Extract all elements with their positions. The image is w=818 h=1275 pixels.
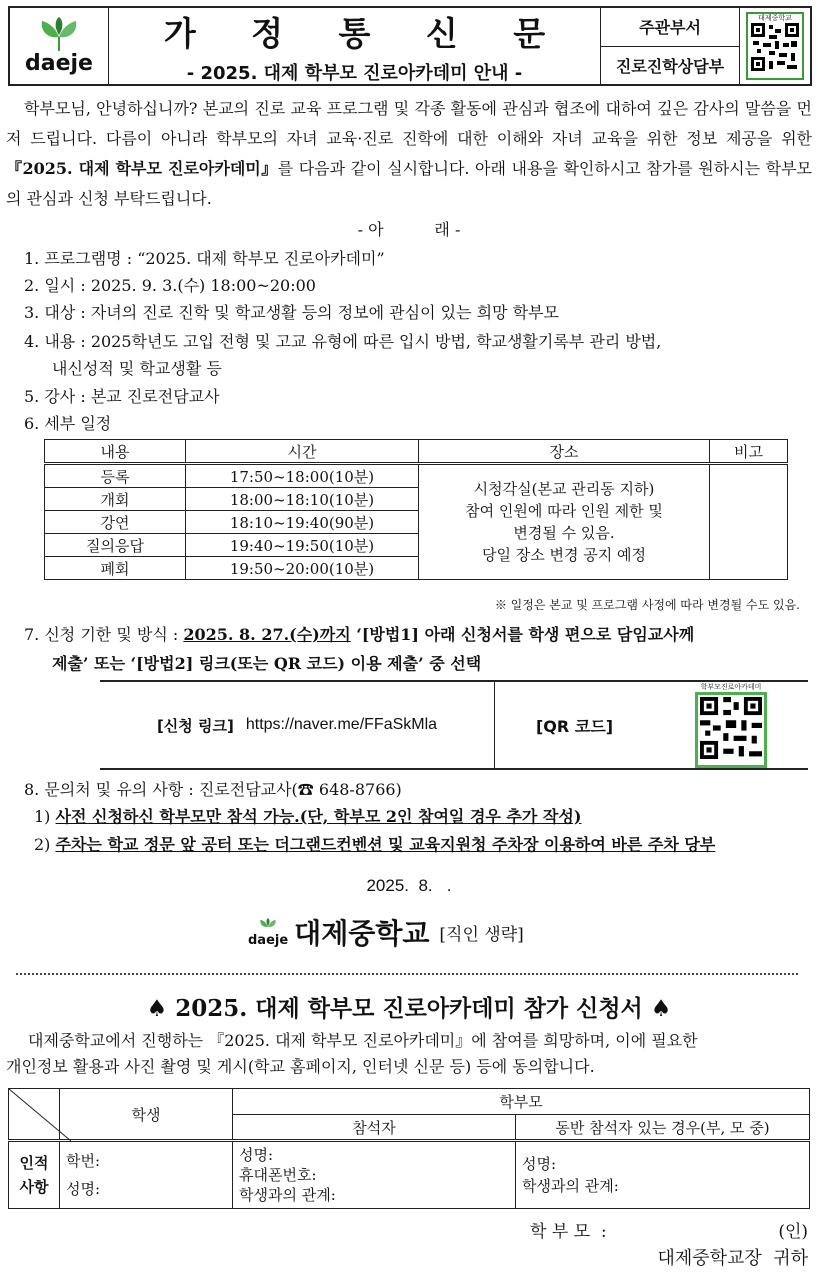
cell-time: 18:00~18:10(10분): [186, 488, 419, 511]
header-qr: [740, 8, 810, 84]
apply-line-2: 제출’ 또는 ‘[방법2] 링크(또는 QR 코드) 이용 제출’ 중 선택: [52, 654, 482, 673]
consent-line-1: 대제중학교에서 진행하는 『2025. 대제 학부모 진로아카데미』에 참여를 희망하며, 이에 필요한: [28, 1031, 698, 1050]
logo-text: daeje: [25, 50, 93, 76]
place-line-1: 시청각실(본교 관리동 지하): [473, 480, 655, 498]
notice-1-text: 사전 신청하신 학부모만 참석 가능.(단, 학부모 2인 참여일 경우 추가 작성): [55, 807, 582, 826]
seal-omitted: [직인 생략]: [439, 924, 524, 945]
form-title: ♠ 2025. 대제 학부모 진로아카데미 참가 신청서 ♠: [146, 995, 672, 1022]
apply-deadline: 2025. 8. 27.(수)까지: [183, 625, 351, 644]
place-line-3: 변경될 수 있음.: [513, 524, 615, 542]
cell-content: 폐회: [45, 557, 186, 580]
table-row: [45, 464, 788, 488]
intro-paragraph: [6, 94, 812, 214]
department-label: 주관부서: [601, 8, 739, 47]
item-content-cont: 내신성적 및 학교생활 등: [52, 359, 222, 378]
attendee-phone-field[interactable]: 휴대폰번호:: [239, 1166, 317, 1184]
department-name: 진로진학상담부: [615, 56, 725, 76]
cut-line: [16, 973, 798, 975]
leaf-logo-icon: [253, 918, 283, 934]
school-signature: [248, 912, 524, 952]
attendee-header: 참석자: [233, 1115, 516, 1141]
attendee-name-field[interactable]: 성명:: [239, 1146, 274, 1164]
qr-code-icon: [700, 697, 762, 759]
application-link[interactable]: https://naver.me/FFaSkMla: [245, 716, 438, 733]
student-info-cell: [60, 1141, 233, 1209]
col-content: 내용: [45, 440, 186, 464]
notice-2: [34, 831, 715, 858]
personal-info-label-1: 인적: [19, 1154, 49, 1172]
apply-prefix: 7. 신청 기한 및 방식 :: [24, 625, 184, 644]
diagonal-cell: [9, 1089, 60, 1141]
companion-header: 동반 참석자 있는 경우(부, 모 중): [516, 1115, 810, 1141]
intro-text-tail: 를 다음과 같이 실시합니다. 아래 내용을 확인하시고 참가를 원하시는 학부모의 관심과 신청 부탁드립니다.: [6, 159, 812, 208]
parent-header: 학부모: [233, 1089, 810, 1115]
personal-info-label-2: 사항: [19, 1178, 49, 1196]
header: [8, 6, 812, 86]
col-remark: 비고: [710, 440, 788, 464]
school-name: 대제중학교: [294, 917, 430, 950]
diagonal-line: [9, 1089, 71, 1141]
item-lecturer: 5. 강사 : 본교 진로전담교사: [24, 387, 220, 406]
cell-place: [419, 464, 710, 580]
companion-relation-field[interactable]: 학생과의 관계:: [522, 1177, 619, 1195]
consent-line-2: 개인정보 활용과 사진 촬영 및 게시(학교 홈페이지, 인터넷 신문 등) 등에 동의합니다.: [6, 1057, 595, 1076]
item-schedule: 6. 세부 일정: [24, 414, 112, 433]
cell-content: 등록: [45, 464, 186, 488]
cell-time: 19:50~20:00(10분): [186, 557, 419, 580]
attendee-relation-field[interactable]: 학생과의 관계:: [239, 1186, 336, 1204]
personal-info-label: [9, 1141, 60, 1209]
col-place: 장소: [419, 440, 710, 464]
apply-box: [100, 680, 808, 770]
item-program-name: 1. 프로그램명 : “2025. 대제 학부모 진로아카데미”: [24, 249, 385, 268]
item-datetime: 2. 일시 : 2025. 9. 3.(수) 18:00~20:00: [24, 276, 316, 295]
parent-signature-label: 학 부 모 :: [530, 1222, 607, 1242]
col-time: 시간: [186, 440, 419, 464]
page-title: 가 정 통 신 문: [163, 13, 568, 53]
notice-1-num: 1): [34, 807, 56, 826]
schedule-table: [44, 439, 788, 580]
notice-2-text: 주차는 학교 정문 앞 공터 또는 더그랜드컨벤션 및 교육지원청 주차장 이용하여 바른 주차 당부: [55, 835, 716, 854]
cell-time: 17:50~18:00(10분): [186, 464, 419, 488]
consent-text: [6, 1028, 812, 1080]
link-label: [신청 링크]: [156, 716, 234, 735]
leaf-logo-icon: [28, 17, 90, 53]
companion-name-field[interactable]: 성명:: [522, 1155, 557, 1173]
application-qr[interactable]: [695, 682, 767, 768]
item-content: 4. 내용 : 2025학년도 고입 전형 및 고교 유형에 따른 입시 방법, 학교생활기록부 관리 방법,: [24, 332, 662, 351]
student-number-field[interactable]: 학번:: [66, 1152, 101, 1170]
cell-remark: [710, 464, 788, 580]
qr-label: [QR 코드]: [535, 716, 614, 736]
school-logo-small: [248, 918, 288, 947]
school-logo: [10, 8, 109, 84]
below-heading: - 아 래 -: [357, 220, 461, 239]
contact-line: 8. 문의처 및 유의 사항 : 진로전담교사(☎ 648-8766): [24, 780, 402, 799]
header-qr-caption: 대제중학교: [758, 14, 792, 22]
notice-2-num: 2): [34, 835, 56, 854]
student-name-field[interactable]: 성명:: [66, 1180, 101, 1198]
addressee: 대제중학교장 귀하: [657, 1248, 808, 1269]
qr-caption: 학부모진로아카데미: [700, 683, 762, 691]
schedule-note: ※ 일정은 본교 및 프로그램 사정에 따라 변경될 수도 있음.: [494, 598, 800, 612]
parent-seal: (인): [778, 1222, 808, 1242]
issue-date: 2025. 8. .: [366, 876, 452, 895]
cell-time: 19:40~19:50(10분): [186, 534, 419, 557]
qr-code-icon: [751, 23, 799, 71]
school-logo-text: daeje: [248, 932, 289, 948]
intro-text: 학부모님, 안녕하십니까? 본교의 진로 교육 프로그램 및 각종 활동에 관심과 협조에 대하여 깊은 감사의 말씀을 먼저 드립니다. 다름이 아니라 학부모의 자녀 교육·진로 진학에 대한 이해와 자녀 교육을 위한 정보 제공을 위한: [6, 99, 812, 148]
cell-time: 18:10~19:40(90분): [186, 511, 419, 534]
place-line-2: 참여 인원에 따라 인원 제한 및: [465, 502, 663, 520]
place-line-4: 당일 장소 변경 공지 예정: [482, 546, 646, 564]
cell-content: 질의응답: [45, 534, 186, 557]
department-box: [601, 8, 740, 84]
apply-line-1: [24, 621, 694, 648]
item-target: 3. 대상 : 자녀의 진로 진학 및 학교생활 등의 정보에 관심이 있는 희망 학부모: [24, 303, 559, 322]
notice-1: [34, 803, 581, 830]
cell-content: 강연: [45, 511, 186, 534]
cell-content: 개회: [45, 488, 186, 511]
page-subtitle: - 2025. 대제 학부모 진로아카데미 안내 -: [186, 62, 523, 84]
student-header: 학생: [60, 1089, 233, 1141]
application-table: [8, 1088, 810, 1209]
apply-method-a: ‘[방법1] 아래 신청서를 학생 편으로 담임교사께: [350, 625, 695, 644]
attendee-info-cell: [233, 1141, 516, 1209]
program-name-bold: 『2025. 대제 학부모 진로아카데미』: [6, 159, 278, 178]
companion-info-cell: [516, 1141, 810, 1209]
